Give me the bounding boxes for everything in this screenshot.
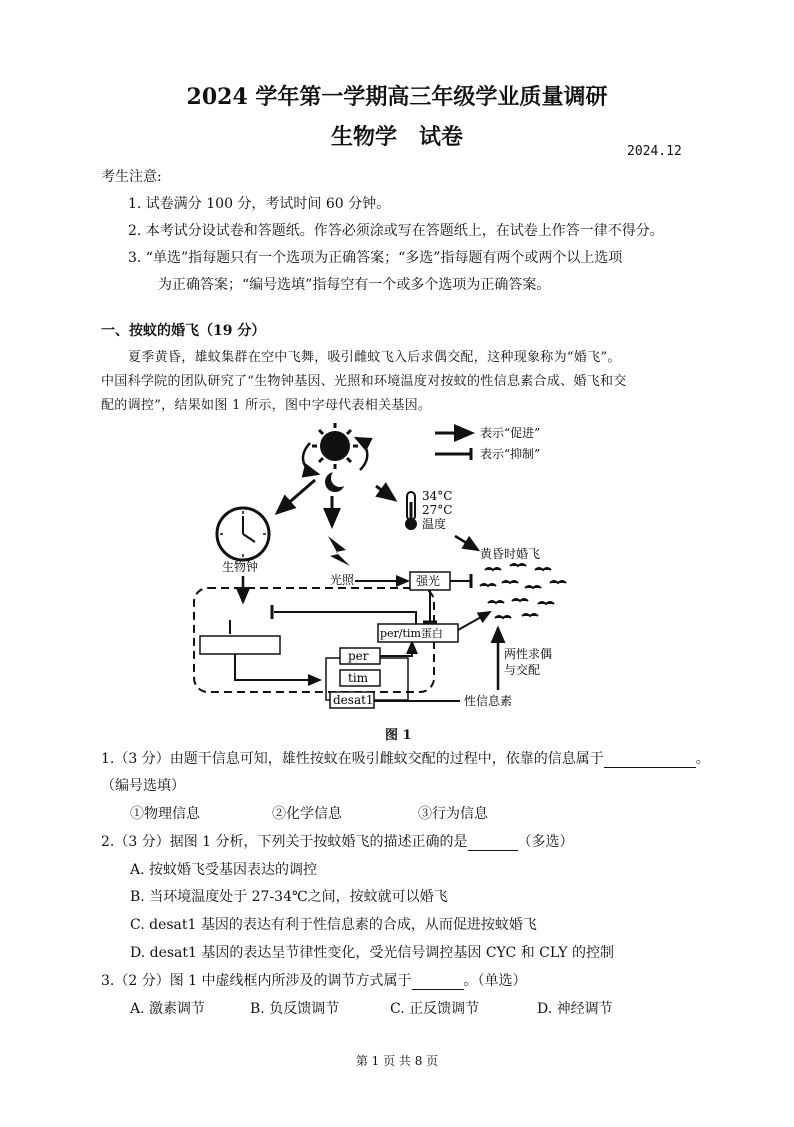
section-para-line-3: 配的调控”，结果如图 1 所示，图中字母代表相关基因。 [101,398,432,413]
q1-text: 1.（3 分）由题干信息可知，雄性按蚊在吸引雌蚊交配的过程中，依靠的信息属于 [101,751,604,767]
legend-inhibit-label: 表示“抑制” [480,447,541,461]
q3-end: 。（单选） [463,973,527,989]
cyc-clly-protein-box [200,636,280,654]
page-footer: 第 1 页 共 8 页 [355,1054,439,1068]
swarm-label: 黄昏时婚飞 [480,547,541,561]
q1-line-2: （编号选填） [101,778,185,794]
arrow-to-temp [376,486,395,500]
section-para-line-2: 中国科学院的团队研究了“生物钟基因、光照和环境温度对按蚊的性信息素合成、婚飞和交 [101,374,627,389]
strong-light-label: 强光 [416,574,441,588]
section-para-line-1: 夏季黄昏，雄蚊集群在空中飞舞，吸引雌蚊飞入后求偶交配，这种现象称为“婚飞”。 [128,350,621,365]
q3-text: 3.（2 分）图 1 中虚线框内所涉及的调节方式属于 [101,973,412,989]
arrow-pertim-to-swarm [458,612,490,630]
mating-label-line-2: 与交配 [504,663,541,677]
arrow-protein-to-genes [235,654,320,680]
arrow-to-clock [277,480,315,513]
q1-option-2[interactable]: ②化学信息 [272,806,342,822]
moon-icon [325,469,349,492]
q2-option-a[interactable]: A. 按蚊婚飞受基因表达的调控 [130,862,318,878]
q3-stem [101,970,527,990]
clock-label: 生物钟 [222,560,259,574]
arrow-genes-to-pertim [380,642,412,656]
lightning-icon [328,536,350,566]
q3-option-c[interactable]: C. 正反馈调节 [390,1001,480,1017]
figure-1-diagram [180,418,600,718]
per-tim-protein-label: per/tim蛋白 [380,627,443,640]
q2-stem [101,831,574,851]
notice-item-3-cont: 为正确答案；“编号选填”指每空有一个或多个选项为正确答案。 [158,277,551,293]
figure-caption: 图 1 [385,728,412,743]
pheromone-label: 性信息素 [464,694,513,708]
notice-heading: 考生注意: [101,169,162,185]
q1-end: 。 [695,751,710,767]
per-label: per [348,649,369,663]
q1-answer-blank[interactable] [604,767,696,768]
q3-option-b[interactable]: B. 负反馈调节 [250,1001,340,1017]
q1-line-1 [101,748,710,768]
q3-answer-blank[interactable] [412,989,464,990]
thermometer-icon [405,492,417,530]
q1-option-3[interactable]: ③行为信息 [418,806,488,822]
tim-label: tim [348,671,369,685]
cycle-arrow-right [356,438,367,470]
q2-option-c[interactable]: C. desat1 基因的表达有利于性信息素的合成，从而促进按蚊婚飞 [130,917,537,933]
mating-label-line-1: 两性求偶 [504,647,553,661]
q2-text: 2.（3 分）据图 1 分析，下列关于按蚊婚飞的描述正确的是 [101,834,468,850]
temp-low: 27°C [422,503,453,517]
sun-icon [312,423,358,469]
temp-label: 温度 [422,517,447,531]
legend-promote-label: 表示“促进” [480,426,541,440]
q2-option-d[interactable]: D. desat1 基因的表达呈节律性变化，受光信号调控基因 CYC 和 CLY 的控制 [130,945,614,961]
mosquito-swarm-icon [480,564,566,618]
exam-subtitle: 生物学 试卷 [330,124,463,150]
clock-icon [217,508,269,560]
notice-item-3: 3. “单选”指每题只有一个选项为正确答案；“多选”指每题有两个或两个以上选项 [128,250,623,266]
q3-option-a[interactable]: A. 激素调节 [130,1001,206,1017]
q3-option-d[interactable]: D. 神经调节 [537,1001,613,1017]
q1-option-1[interactable]: ①物理信息 [130,806,200,822]
arrow-temp-to-swarm [455,536,478,550]
exam-date: 2024.12 [627,144,682,159]
section-heading: 一、按蚊的婚飞（19 分） [101,323,266,339]
q2-answer-blank[interactable] [468,850,518,851]
q2-option-b[interactable]: B. 当环境温度处于 27-34℃之间，按蚊就可以婚飞 [130,889,448,905]
temp-high: 34°C [422,489,453,503]
cycle-arrow-left [303,443,318,474]
notice-item-2: 2. 本考试分设试卷和答题纸。作答必须涂或写在答题纸上，在试卷上作答一律不得分。 [128,223,664,239]
q2-end: （多选） [517,834,574,850]
light-label: 光照 [330,573,355,587]
notice-item-1: 1. 试卷满分 100 分，考试时间 60 分钟。 [128,196,391,212]
desat-label: desat1 [333,693,374,707]
exam-title: 2024 学年第一学期高三年级学业质量调研 [186,84,608,110]
